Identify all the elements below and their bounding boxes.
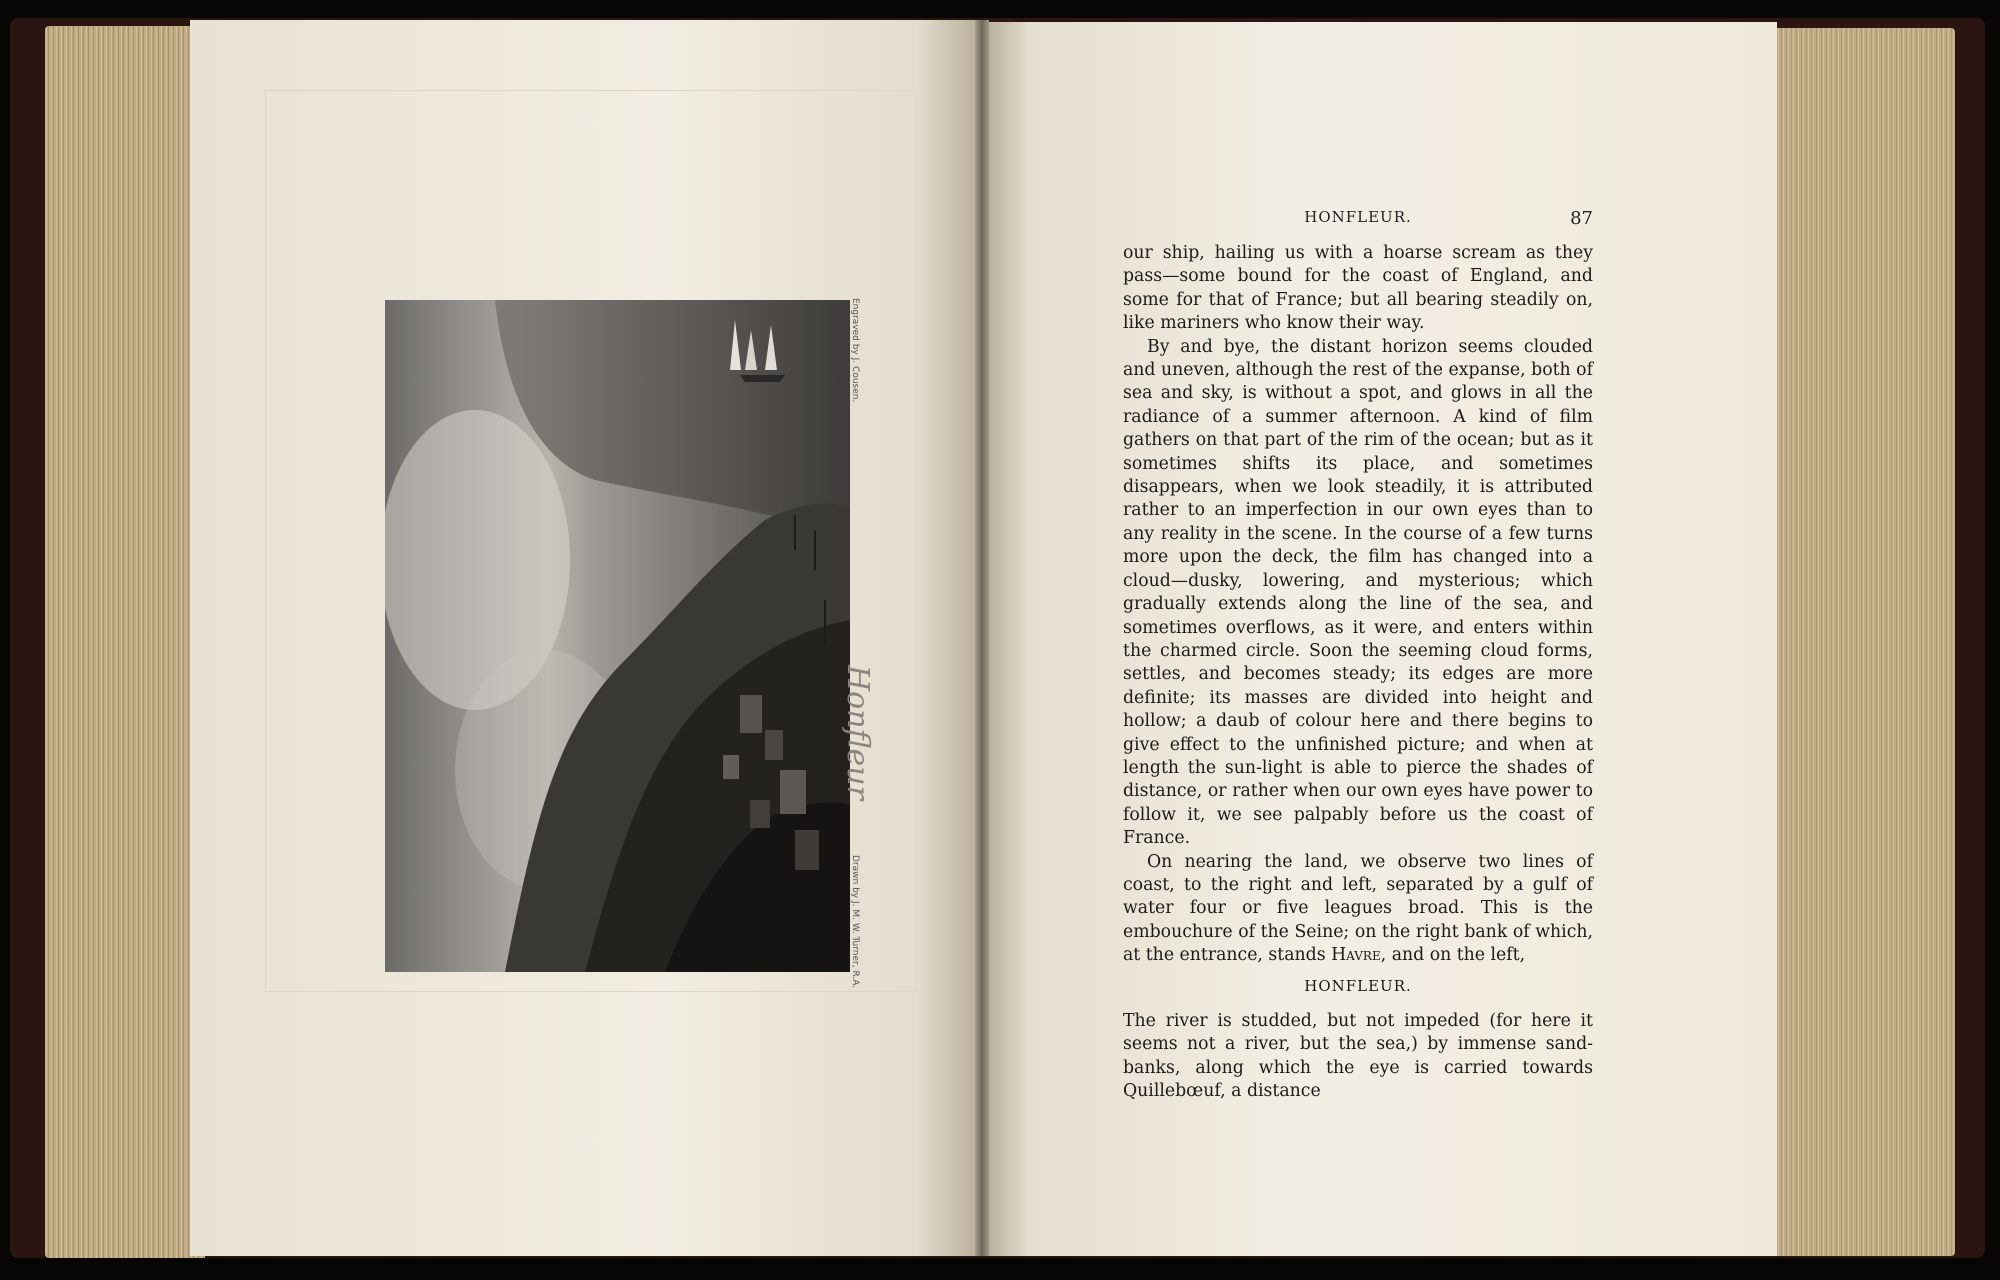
running-title: HONFLEUR. <box>1304 208 1412 226</box>
page-edges-left <box>45 26 205 1258</box>
paragraph-4: The river is studded, but not impeded (for here it seems not a river, but the sea,) by immense sand-banks, along which the eye is carried towards Quillebœuf, a distance <box>1123 1011 1593 1102</box>
page-edges-right <box>1775 28 1955 1256</box>
plate-caption: Honfleur <box>840 665 875 800</box>
paragraph-3-end: , and on the left, <box>1380 945 1526 966</box>
havre-name: Havre <box>1331 945 1381 966</box>
paragraph-1: our ship, hailing us with a hoarse scream as they pass—some bound for the coast of England, and some for that of France; but all bearing steadily on, like mariners who know their way. <box>1123 243 1593 334</box>
artist-credit: Drawn by J. M. W. Turner, R.A. <box>850 855 860 989</box>
paragraph-2: By and bye, the distant horizon seems clouded and uneven, although the rest of the expanse, both of sea and sky, is without a spot, and glows in all the radiance of a summer afternoon. A kind of film gathers on that part of the rim of the ocean; but as it sometimes shifts its place, and sometimes disappears, when we look steadily, it is attributed rather to an imperfection in our own eyes than to any reality in the scene. In the course of a few turns more upon the deck, the film has changed into a cloud—dusky, lowering, and mysterious; which gradually extends along the line of the sea, and sometimes overflows, as it were, and enters within the charmed circle. Soon the seeming cloud forms, settles, and becomes steady; its edges are more definite; its masses are divided into height and hollow; a daub of colour here and there begins to give effect to the unfinished picture; and when at length the sun-light is able to pierce the shades of distance, or rather when our own eyes have power to follow it, we see palpably before us the coast of France. <box>1123 336 1593 849</box>
section-subheading: HONFLEUR. <box>1304 976 1412 995</box>
paragraph-3-start: On nearing the land, we observe two lines of coast, to the right and left, separated by a gulf of water four or five leagues broad. This is the embouchure of the Seine; on the right bank of which, at the entrance, stands <box>1123 851 1593 966</box>
honfleur-engraving <box>385 300 850 972</box>
paragraph-3 <box>1123 851 1593 968</box>
body-text <box>1123 242 1593 1104</box>
page-header <box>1123 208 1593 232</box>
book-gutter <box>975 20 989 1256</box>
page-number: 87 <box>1570 208 1593 229</box>
engraver-credit: Engraved by J. Cousen. <box>850 298 860 403</box>
